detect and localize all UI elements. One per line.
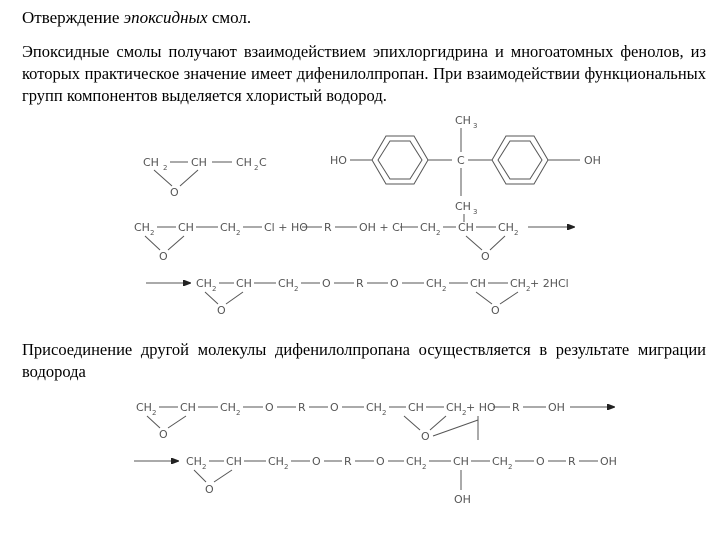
p2-ch2-d-sub: 2: [508, 463, 513, 471]
r2-ring-b-left: [404, 416, 420, 430]
r1-oxygen-left: O: [159, 250, 168, 263]
r2-ch2-d: CH: [446, 401, 462, 414]
p2-ch2-c: CH: [406, 455, 422, 468]
r1-ring-a-left: [145, 236, 160, 250]
r2-ch2-c: CH: [366, 401, 382, 414]
r2-migration-arrow: [433, 420, 478, 436]
p2-ch2-c-sub: 2: [422, 463, 427, 471]
p2-oxygen-left: O: [205, 483, 214, 496]
r2-ch-b: CH: [408, 401, 424, 414]
p2-oh-side: OH: [454, 493, 471, 506]
r1-r: R: [324, 221, 332, 234]
r2-ch2-c-sub: 2: [382, 409, 387, 417]
epi-ring-right: [180, 170, 198, 186]
r1-cl-ho: Cl + HO: [264, 221, 308, 234]
epi-oxygen: O: [170, 186, 179, 199]
r2-plus-ho: + HO: [466, 401, 496, 414]
reaction-2: [136, 401, 614, 443]
r1-oh-cl: OH + Cl: [359, 221, 403, 234]
r2-ch2-a-sub: 2: [152, 409, 157, 417]
r1-ch2-d-sub: 2: [514, 229, 519, 237]
r2-ring-a-left: [147, 416, 160, 428]
r1-oxygen-right: O: [481, 250, 490, 263]
r1-ch2-a-sub: 2: [150, 229, 155, 237]
diphenylolpropane-structure: [330, 114, 601, 196]
benzene-ring-left-inner: [378, 141, 422, 179]
p1-ring-b-right: [500, 292, 518, 304]
r2-o-a: O: [265, 401, 274, 414]
dpp-oh: OH: [584, 154, 601, 167]
p1-ch2-c-sub: 2: [442, 285, 447, 293]
p2-o-c: O: [536, 455, 545, 468]
title-prefix: Отверждение: [22, 8, 124, 27]
epi-ch2: CH: [143, 156, 159, 169]
r1-ring-b-right: [490, 236, 505, 250]
p2-ch2-b-sub: 2: [284, 463, 289, 471]
r1-ch2-d: CH: [498, 221, 514, 234]
r2-r-a: R: [298, 401, 306, 414]
benzene-ring-right: [492, 136, 548, 184]
p1-oxygen-right: O: [491, 304, 500, 317]
p2-ch-a: CH: [226, 455, 242, 468]
r2-ch2-a: CH: [136, 401, 152, 414]
paragraph-synthesis: Эпоксидные смолы получают взаимодействием эпихлоргидрина и многоатомных фенолов, из которых практическое значение имеет дифенилолпропан. При взаимодействии функциональных групп компонентов выделяется хлористый водород.: [22, 42, 706, 105]
r2-r-b: R: [512, 401, 520, 414]
paragraph-migration: Присоединение другой молекулы дифенилолпропана осуществляется в результате миграции водорода: [22, 340, 706, 381]
r1-ch2-a: CH: [134, 221, 150, 234]
r2-ch-a: CH: [180, 401, 196, 414]
r2-ring-a-right: [168, 416, 186, 428]
r1-ch-a: CH: [178, 221, 194, 234]
p1-ch2-a-sub: 2: [212, 285, 217, 293]
epi-ring-left: [154, 170, 172, 186]
r1-ch3-sub: 3: [473, 208, 478, 216]
p1-o-b: O: [390, 277, 399, 290]
epi-ch2cl-tail: C: [259, 156, 267, 169]
p1-o-a: O: [322, 277, 331, 290]
p1-ch2-b-sub: 2: [294, 285, 299, 293]
benzene-ring-right-inner: [498, 141, 542, 179]
title-suffix: смол.: [207, 8, 252, 27]
p1-ch2-a: CH: [196, 277, 212, 290]
p2-o-a: O: [312, 455, 321, 468]
r2-oh: OH: [548, 401, 565, 414]
r1-ch3: CH: [455, 200, 471, 213]
p2-ch-b: CH: [453, 455, 469, 468]
r1-ch-b: CH: [458, 221, 474, 234]
product-1: [146, 277, 569, 317]
r1-ring-b-left: [466, 236, 482, 250]
p2-ring-a-left: [194, 470, 206, 482]
p2-ch2-b: CH: [268, 455, 284, 468]
r1-ch2-b-sub: 2: [236, 229, 241, 237]
p2-ch2-a-sub: 2: [202, 463, 207, 471]
epi-ch2cl: CH: [236, 156, 252, 169]
dpp-ho: HO: [330, 154, 347, 167]
r2-oxygen-right: O: [421, 430, 430, 443]
r2-ch2-b: CH: [220, 401, 236, 414]
r2-ring-b-right: [430, 416, 446, 430]
r1-ch2-c-sub: 2: [436, 229, 441, 237]
p2-r-b: R: [568, 455, 576, 468]
r2-oxygen-left: O: [159, 428, 168, 441]
r2-ch2-d-sub: 2: [462, 409, 467, 417]
p2-r-a: R: [344, 455, 352, 468]
p1-ch-b: CH: [470, 277, 486, 290]
reaction-1: [134, 200, 574, 263]
p1-ring-a-left: [205, 292, 218, 304]
r1-ch2-b: CH: [220, 221, 236, 234]
p2-ch2-a: CH: [186, 455, 202, 468]
p1-ch-a: CH: [236, 277, 252, 290]
dpp-ch3-top-sub: 3: [473, 122, 478, 130]
p2-o-b: O: [376, 455, 385, 468]
epi-ch: CH: [191, 156, 207, 169]
r1-ch2-c: CH: [420, 221, 436, 234]
benzene-ring-left: [372, 136, 428, 184]
r1-ring-a-right: [168, 236, 184, 250]
p1-ch2-d: CH: [510, 277, 526, 290]
epi-ch2-sub: 2: [163, 164, 168, 172]
r2-o-b: O: [330, 401, 339, 414]
p2-ring-a-right: [214, 470, 232, 482]
p2-ch2-d: CH: [492, 455, 508, 468]
p1-r: R: [356, 277, 364, 290]
epichlorohydrin-structure: [143, 156, 267, 199]
p2-oh-end: OH: [600, 455, 617, 468]
p1-ring-a-right: [226, 292, 243, 304]
epi-ch2cl-sub: 2: [254, 164, 259, 172]
title-italic-word: эпоксидных: [123, 8, 208, 27]
p1-ring-b-left: [476, 292, 492, 304]
p1-2hcl: + 2HCl: [530, 277, 569, 290]
product-2: [134, 455, 617, 506]
p1-oxygen-left: O: [217, 304, 226, 317]
dpp-central-c: C: [457, 154, 465, 167]
r2-ch2-b-sub: 2: [236, 409, 241, 417]
p1-ch2-b: CH: [278, 277, 294, 290]
p1-ch2-d-sub: 2: [526, 285, 531, 293]
p1-ch2-c: CH: [426, 277, 442, 290]
dpp-ch3-top: CH: [455, 114, 471, 127]
